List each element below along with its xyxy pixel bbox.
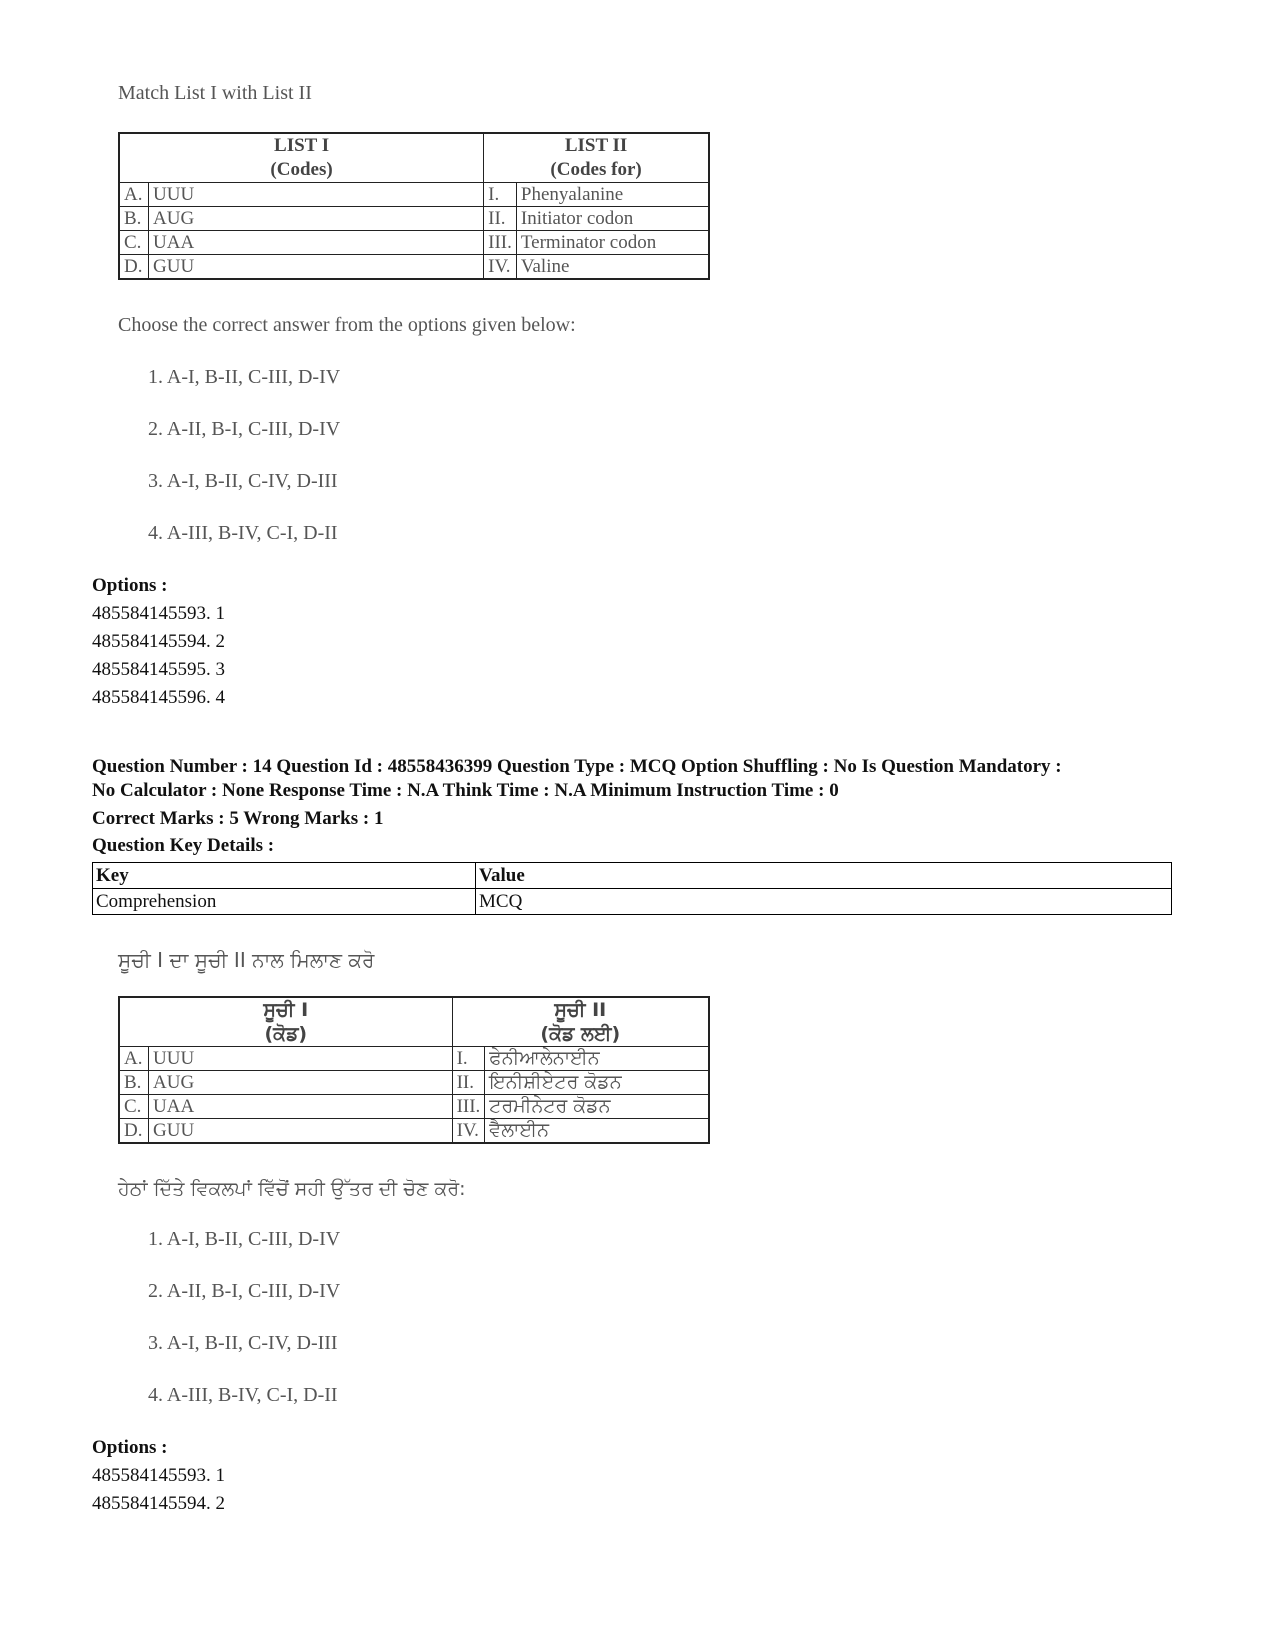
list1-header-title: LIST I	[274, 135, 330, 156]
row-meaning: ਫੇਨੀਆਲੇਨਾਈਨ	[485, 1047, 709, 1071]
question-instruction-punjabi: ਹੇਠਾਂ ਦਿੱਤੇ ਵਿਕਲਪਾਂ ਵਿੱਚੋਂ ਸਹੀ ਉੱਤਰ ਦੀ ਚੋਣ ਕਰੋ:	[118, 1178, 466, 1200]
row-meaning: Phenyalanine	[516, 183, 709, 207]
question-key-details-label: Question Key Details :	[92, 835, 275, 856]
list1-header-sub: (ਕੋਡ)	[264, 1023, 308, 1045]
list1-header	[119, 133, 484, 183]
key-details-table	[92, 862, 1172, 915]
row-letter: C.	[119, 231, 149, 255]
answer-choice-3: 3. A-I, B-II, C-IV, D-III	[148, 1332, 338, 1354]
row-numeral: I.	[484, 183, 517, 207]
question-image-title-punjabi: ਸੂਚੀ I ਦਾ ਸੂਚੀ II ਨਾਲ ਮਿਲਾਣ ਕਰੋ	[118, 948, 375, 972]
row-codon: GUU	[149, 1119, 453, 1144]
row-numeral: IV.	[452, 1119, 485, 1144]
answer-choice-4: 4. A-III, B-IV, C-I, D-II	[148, 522, 338, 544]
table-row	[119, 1047, 709, 1071]
list2-header-title: ਸੂਚੀ II	[554, 999, 607, 1021]
list2-header	[484, 133, 709, 183]
value-header: Value	[476, 863, 1172, 889]
row-meaning: ਇਨੀਸ਼ੀਏਟਰ ਕੋਡਨ	[485, 1071, 709, 1095]
question-marks: Correct Marks : 5 Wrong Marks : 1	[92, 808, 384, 829]
row-letter: B.	[119, 1071, 149, 1095]
answer-choice-3: 3. A-I, B-II, C-IV, D-III	[148, 470, 338, 492]
answer-choice-1: 1. A-I, B-II, C-III, D-IV	[148, 366, 341, 388]
question-image-title: Match List I with List II	[118, 82, 312, 104]
row-codon: AUG	[149, 207, 484, 231]
table-row	[119, 183, 709, 207]
row-numeral: I.	[452, 1047, 485, 1071]
row-letter: A.	[119, 1047, 149, 1071]
table-row	[93, 889, 1172, 915]
row-numeral: IV.	[484, 255, 517, 280]
options-label: Options :	[92, 1437, 168, 1458]
row-codon: UAA	[149, 1095, 453, 1119]
key-header: Key	[93, 863, 476, 889]
row-codon: AUG	[149, 1071, 453, 1095]
row-meaning: ਵੈਲਾਈਨ	[485, 1119, 709, 1144]
table-row	[119, 1071, 709, 1095]
row-letter: B.	[119, 207, 149, 231]
key-cell: Comprehension	[93, 889, 476, 915]
question-meta-line2: No Calculator : None Response Time : N.A Think Time : N.A Minimum Instruction Time : 0	[92, 780, 839, 801]
list1-header	[119, 997, 452, 1047]
row-codon: UUU	[149, 1047, 453, 1071]
row-letter: D.	[119, 255, 149, 280]
table-row	[119, 207, 709, 231]
answer-choice-2: 2. A-II, B-I, C-III, D-IV	[148, 1280, 341, 1302]
list1-header-sub: (Codes)	[270, 159, 333, 180]
question-meta-line1: Question Number : 14 Question Id : 48558436399 Question Type : MCQ Option Shuffling : No Is Question Mandatory :	[92, 756, 1062, 777]
row-meaning: Valine	[516, 255, 709, 280]
list2-header-sub: (ਕੋਡ ਲਈ)	[540, 1023, 621, 1045]
list2-header-title: LIST II	[564, 135, 628, 156]
row-letter: D.	[119, 1119, 149, 1144]
option-item: 485584145594. 2	[92, 1493, 225, 1514]
list2-header-sub: (Codes for)	[550, 159, 642, 180]
table-row	[119, 255, 709, 280]
answer-choice-2: 2. A-II, B-I, C-III, D-IV	[148, 418, 341, 440]
table-row	[93, 863, 1172, 889]
row-numeral: III.	[484, 231, 517, 255]
match-list-table-punjabi	[118, 996, 710, 1144]
row-letter: A.	[119, 183, 149, 207]
row-codon: UAA	[149, 231, 484, 255]
table-row	[119, 1119, 709, 1144]
row-meaning: Terminator codon	[516, 231, 709, 255]
option-item: 485584145593. 1	[92, 1465, 225, 1486]
match-list-table	[118, 132, 710, 280]
option-item: 485584145595. 3	[92, 659, 225, 680]
list1-header-title: ਸੂਚੀ I	[263, 999, 309, 1021]
option-item: 485584145593. 1	[92, 603, 225, 624]
row-numeral: III.	[452, 1095, 485, 1119]
question-instruction: Choose the correct answer from the options given below:	[118, 314, 576, 336]
list2-header	[452, 997, 709, 1047]
answer-choice-1: 1. A-I, B-II, C-III, D-IV	[148, 1228, 341, 1250]
row-letter: C.	[119, 1095, 149, 1119]
table-row	[119, 1095, 709, 1119]
option-item: 485584145596. 4	[92, 687, 225, 708]
row-codon: UUU	[149, 183, 484, 207]
table-row	[119, 231, 709, 255]
row-codon: GUU	[149, 255, 484, 280]
row-meaning: ਟਰਮੀਨੇਟਰ ਕੋਡਨ	[485, 1095, 709, 1119]
options-label: Options :	[92, 575, 168, 596]
option-item: 485584145594. 2	[92, 631, 225, 652]
value-cell: MCQ	[476, 889, 1172, 915]
row-numeral: II.	[452, 1071, 485, 1095]
row-meaning: Initiator codon	[516, 207, 709, 231]
row-numeral: II.	[484, 207, 517, 231]
answer-choice-4: 4. A-III, B-IV, C-I, D-II	[148, 1384, 338, 1406]
